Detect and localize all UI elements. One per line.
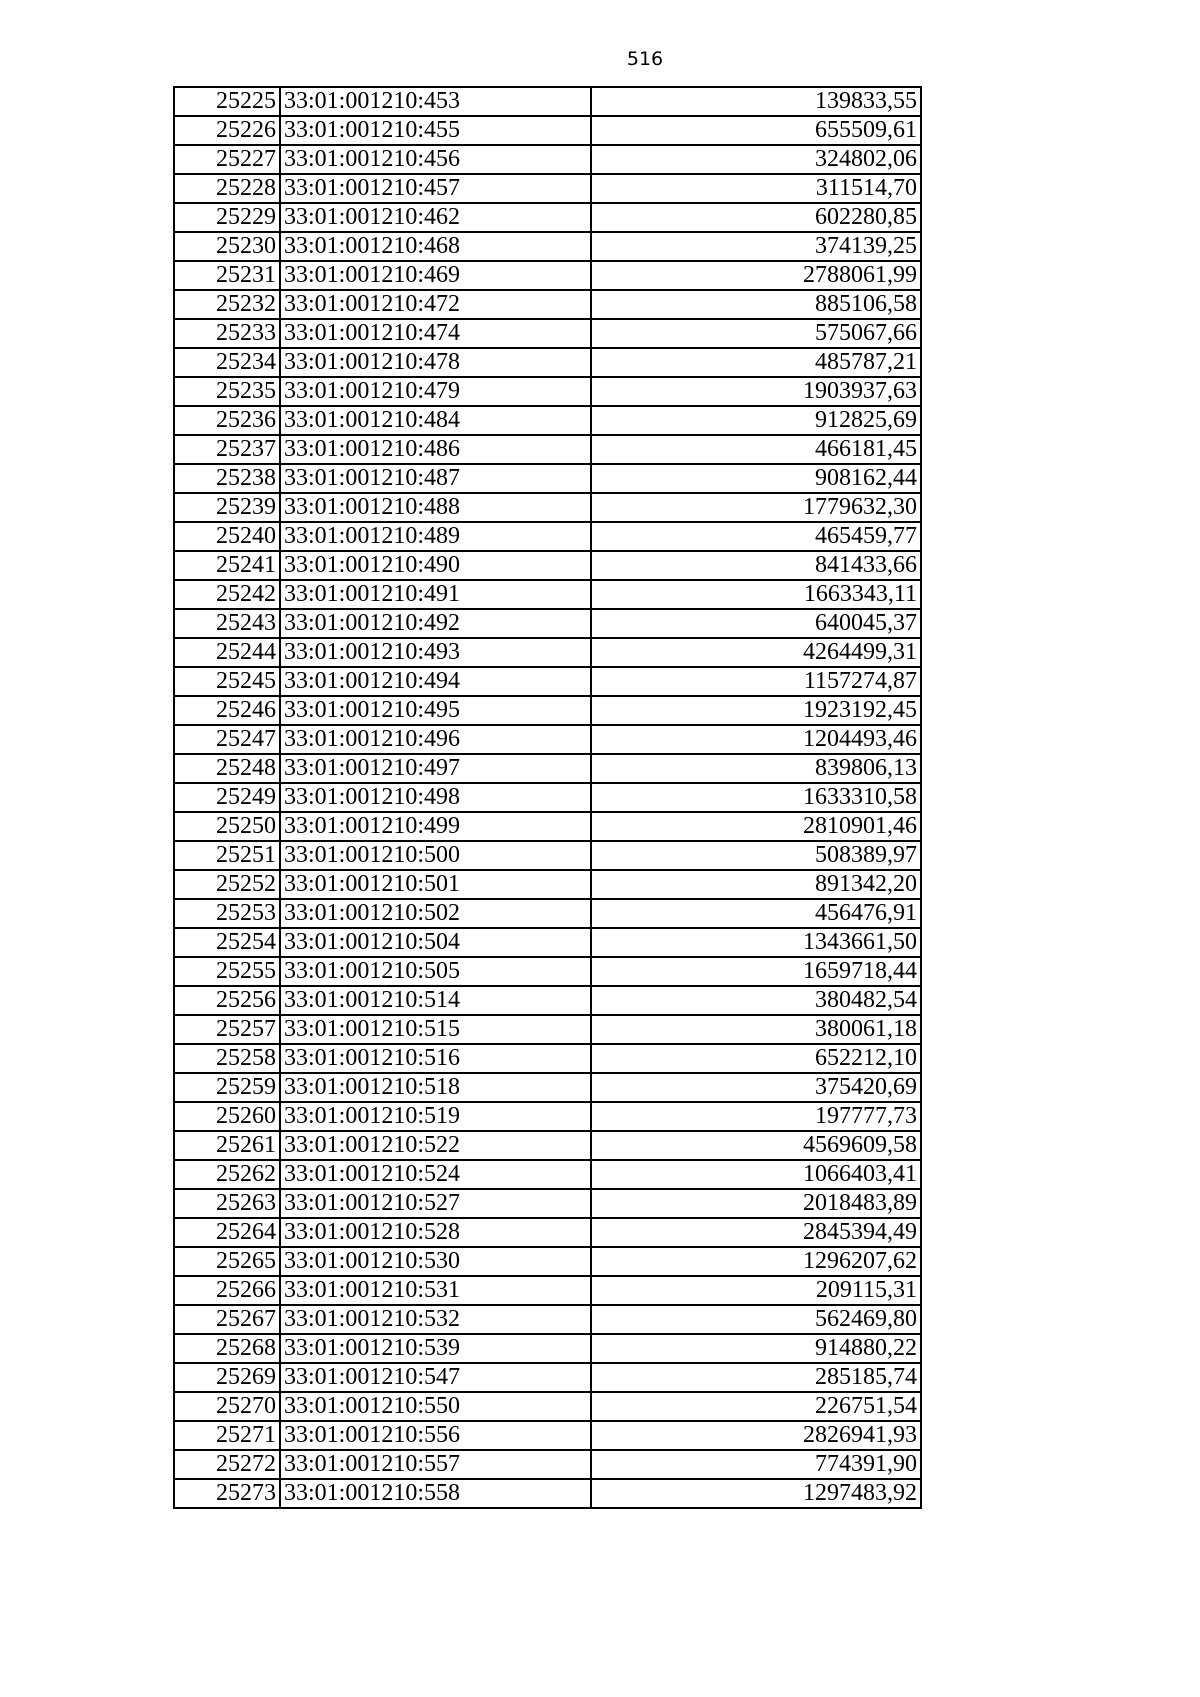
table-row bbox=[174, 435, 921, 464]
cadastral-number-cell: 33:01:001210:488 bbox=[280, 493, 591, 522]
cadastral-number-cell: 33:01:001210:500 bbox=[280, 841, 591, 870]
cadastral-number-cell: 33:01:001210:469 bbox=[280, 261, 591, 290]
table-row bbox=[174, 957, 921, 986]
cadastral-value-cell: 1903937,63 bbox=[591, 377, 921, 406]
cadastral-number-cell: 33:01:001210:491 bbox=[280, 580, 591, 609]
table-row bbox=[174, 116, 921, 145]
cadastral-value-cell: 1066403,41 bbox=[591, 1160, 921, 1189]
cadastral-number-cell: 33:01:001210:468 bbox=[280, 232, 591, 261]
cadastral-value-cell: 1663343,11 bbox=[591, 580, 921, 609]
cadastral-value-cell: 602280,85 bbox=[591, 203, 921, 232]
row-number-cell: 25231 bbox=[174, 261, 280, 290]
cadastral-value-cell: 311514,70 bbox=[591, 174, 921, 203]
cadastral-number-cell: 33:01:001210:516 bbox=[280, 1044, 591, 1073]
table-row bbox=[174, 1160, 921, 1189]
cadastral-value-cell: 2788061,99 bbox=[591, 261, 921, 290]
table-row bbox=[174, 1189, 921, 1218]
cadastral-number-cell: 33:01:001210:518 bbox=[280, 1073, 591, 1102]
row-number-cell: 25248 bbox=[174, 754, 280, 783]
row-number-cell: 25227 bbox=[174, 145, 280, 174]
row-number-cell: 25273 bbox=[174, 1479, 280, 1508]
cadastral-number-cell: 33:01:001210:492 bbox=[280, 609, 591, 638]
row-number-cell: 25247 bbox=[174, 725, 280, 754]
table-row bbox=[174, 1015, 921, 1044]
table-row bbox=[174, 899, 921, 928]
cadastral-number-cell: 33:01:001210:499 bbox=[280, 812, 591, 841]
table-row bbox=[174, 1334, 921, 1363]
row-number-cell: 25226 bbox=[174, 116, 280, 145]
table-row bbox=[174, 1044, 921, 1073]
cadastral-number-cell: 33:01:001210:505 bbox=[280, 957, 591, 986]
row-number-cell: 25251 bbox=[174, 841, 280, 870]
row-number-cell: 25270 bbox=[174, 1392, 280, 1421]
table-row bbox=[174, 522, 921, 551]
cadastral-number-cell: 33:01:001210:497 bbox=[280, 754, 591, 783]
cadastral-value-cell: 1343661,50 bbox=[591, 928, 921, 957]
table-row bbox=[174, 348, 921, 377]
cadastral-number-cell: 33:01:001210:495 bbox=[280, 696, 591, 725]
cadastral-value-cell: 652212,10 bbox=[591, 1044, 921, 1073]
cadastral-value-cell: 508389,97 bbox=[591, 841, 921, 870]
table-row bbox=[174, 1102, 921, 1131]
table-row bbox=[174, 1131, 921, 1160]
row-number-cell: 25238 bbox=[174, 464, 280, 493]
row-number-cell: 25232 bbox=[174, 290, 280, 319]
cadastral-value-cell: 226751,54 bbox=[591, 1392, 921, 1421]
table-row bbox=[174, 725, 921, 754]
cadastral-number-cell: 33:01:001210:478 bbox=[280, 348, 591, 377]
row-number-cell: 25225 bbox=[174, 87, 280, 116]
row-number-cell: 25237 bbox=[174, 435, 280, 464]
cadastral-number-cell: 33:01:001210:462 bbox=[280, 203, 591, 232]
cadastral-value-cell: 1779632,30 bbox=[591, 493, 921, 522]
cadastral-number-cell: 33:01:001210:493 bbox=[280, 638, 591, 667]
table-row bbox=[174, 1276, 921, 1305]
row-number-cell: 25264 bbox=[174, 1218, 280, 1247]
table-row bbox=[174, 1305, 921, 1334]
cadastral-number-cell: 33:01:001210:456 bbox=[280, 145, 591, 174]
cadastral-value-cell: 374139,25 bbox=[591, 232, 921, 261]
row-number-cell: 25271 bbox=[174, 1421, 280, 1450]
cadastral-number-cell: 33:01:001210:498 bbox=[280, 783, 591, 812]
cadastral-value-cell: 1659718,44 bbox=[591, 957, 921, 986]
cadastral-value-cell: 2845394,49 bbox=[591, 1218, 921, 1247]
row-number-cell: 25245 bbox=[174, 667, 280, 696]
cadastral-number-cell: 33:01:001210:527 bbox=[280, 1189, 591, 1218]
row-number-cell: 25263 bbox=[174, 1189, 280, 1218]
table-body bbox=[174, 87, 921, 1508]
cadastral-value-cell: 774391,90 bbox=[591, 1450, 921, 1479]
cadastral-value-table bbox=[173, 86, 922, 1509]
table-row bbox=[174, 754, 921, 783]
cadastral-value-cell: 575067,66 bbox=[591, 319, 921, 348]
row-number-cell: 25228 bbox=[174, 174, 280, 203]
table-row bbox=[174, 377, 921, 406]
row-number-cell: 25252 bbox=[174, 870, 280, 899]
row-number-cell: 25235 bbox=[174, 377, 280, 406]
table-row bbox=[174, 145, 921, 174]
cadastral-number-cell: 33:01:001210:547 bbox=[280, 1363, 591, 1392]
table-row bbox=[174, 1479, 921, 1508]
table-row bbox=[174, 1073, 921, 1102]
row-number-cell: 25230 bbox=[174, 232, 280, 261]
cadastral-number-cell: 33:01:001210:494 bbox=[280, 667, 591, 696]
cadastral-number-cell: 33:01:001210:539 bbox=[280, 1334, 591, 1363]
cadastral-value-cell: 891342,20 bbox=[591, 870, 921, 899]
cadastral-value-cell: 4264499,31 bbox=[591, 638, 921, 667]
row-number-cell: 25255 bbox=[174, 957, 280, 986]
cadastral-value-cell: 562469,80 bbox=[591, 1305, 921, 1334]
row-number-cell: 25244 bbox=[174, 638, 280, 667]
cadastral-value-cell: 839806,13 bbox=[591, 754, 921, 783]
cadastral-number-cell: 33:01:001210:522 bbox=[280, 1131, 591, 1160]
row-number-cell: 25241 bbox=[174, 551, 280, 580]
cadastral-number-cell: 33:01:001210:530 bbox=[280, 1247, 591, 1276]
cadastral-number-cell: 33:01:001210:457 bbox=[280, 174, 591, 203]
row-number-cell: 25233 bbox=[174, 319, 280, 348]
cadastral-number-cell: 33:01:001210:532 bbox=[280, 1305, 591, 1334]
cadastral-value-cell: 285185,74 bbox=[591, 1363, 921, 1392]
row-number-cell: 25262 bbox=[174, 1160, 280, 1189]
row-number-cell: 25249 bbox=[174, 783, 280, 812]
cadastral-value-cell: 2018483,89 bbox=[591, 1189, 921, 1218]
cadastral-number-cell: 33:01:001210:557 bbox=[280, 1450, 591, 1479]
page-number: 516 bbox=[626, 48, 664, 70]
cadastral-number-cell: 33:01:001210:486 bbox=[280, 435, 591, 464]
cadastral-value-cell: 4569609,58 bbox=[591, 1131, 921, 1160]
cadastral-value-cell: 1923192,45 bbox=[591, 696, 921, 725]
cadastral-value-cell: 841433,66 bbox=[591, 551, 921, 580]
table-row bbox=[174, 1421, 921, 1450]
cadastral-value-cell: 908162,44 bbox=[591, 464, 921, 493]
cadastral-number-cell: 33:01:001210:519 bbox=[280, 1102, 591, 1131]
cadastral-value-cell: 1296207,62 bbox=[591, 1247, 921, 1276]
cadastral-value-cell: 1633310,58 bbox=[591, 783, 921, 812]
table-row bbox=[174, 551, 921, 580]
row-number-cell: 25257 bbox=[174, 1015, 280, 1044]
table-row bbox=[174, 696, 921, 725]
cadastral-value-cell: 2826941,93 bbox=[591, 1421, 921, 1450]
cadastral-number-cell: 33:01:001210:490 bbox=[280, 551, 591, 580]
cadastral-value-cell: 2810901,46 bbox=[591, 812, 921, 841]
table-row bbox=[174, 638, 921, 667]
table-row bbox=[174, 986, 921, 1015]
cadastral-number-cell: 33:01:001210:474 bbox=[280, 319, 591, 348]
table-row bbox=[174, 928, 921, 957]
table-row bbox=[174, 1218, 921, 1247]
cadastral-number-cell: 33:01:001210:504 bbox=[280, 928, 591, 957]
row-number-cell: 25239 bbox=[174, 493, 280, 522]
table-row bbox=[174, 1363, 921, 1392]
cadastral-number-cell: 33:01:001210:479 bbox=[280, 377, 591, 406]
cadastral-value-cell: 1297483,92 bbox=[591, 1479, 921, 1508]
cadastral-value-cell: 655509,61 bbox=[591, 116, 921, 145]
cadastral-value-cell: 914880,22 bbox=[591, 1334, 921, 1363]
cadastral-number-cell: 33:01:001210:550 bbox=[280, 1392, 591, 1421]
cadastral-number-cell: 33:01:001210:558 bbox=[280, 1479, 591, 1508]
cadastral-value-cell: 1157274,87 bbox=[591, 667, 921, 696]
cadastral-number-cell: 33:01:001210:496 bbox=[280, 725, 591, 754]
cadastral-value-cell: 912825,69 bbox=[591, 406, 921, 435]
cadastral-value-cell: 466181,45 bbox=[591, 435, 921, 464]
cadastral-value-cell: 324802,06 bbox=[591, 145, 921, 174]
table-row bbox=[174, 580, 921, 609]
row-number-cell: 25253 bbox=[174, 899, 280, 928]
row-number-cell: 25256 bbox=[174, 986, 280, 1015]
cadastral-value-cell: 885106,58 bbox=[591, 290, 921, 319]
cadastral-number-cell: 33:01:001210:501 bbox=[280, 870, 591, 899]
row-number-cell: 25240 bbox=[174, 522, 280, 551]
cadastral-number-cell: 33:01:001210:528 bbox=[280, 1218, 591, 1247]
cadastral-value-cell: 456476,91 bbox=[591, 899, 921, 928]
row-number-cell: 25234 bbox=[174, 348, 280, 377]
cadastral-value-cell: 380061,18 bbox=[591, 1015, 921, 1044]
row-number-cell: 25268 bbox=[174, 1334, 280, 1363]
cadastral-value-cell: 209115,31 bbox=[591, 1276, 921, 1305]
table-row bbox=[174, 783, 921, 812]
table-row bbox=[174, 1247, 921, 1276]
table-row bbox=[174, 464, 921, 493]
table-row bbox=[174, 87, 921, 116]
cadastral-value-cell: 197777,73 bbox=[591, 1102, 921, 1131]
cadastral-number-cell: 33:01:001210:531 bbox=[280, 1276, 591, 1305]
row-number-cell: 25250 bbox=[174, 812, 280, 841]
table-row bbox=[174, 290, 921, 319]
cadastral-value-cell: 375420,69 bbox=[591, 1073, 921, 1102]
row-number-cell: 25254 bbox=[174, 928, 280, 957]
table-row bbox=[174, 203, 921, 232]
table-row bbox=[174, 667, 921, 696]
cadastral-value-cell: 139833,55 bbox=[591, 87, 921, 116]
row-number-cell: 25267 bbox=[174, 1305, 280, 1334]
row-number-cell: 25269 bbox=[174, 1363, 280, 1392]
cadastral-number-cell: 33:01:001210:489 bbox=[280, 522, 591, 551]
row-number-cell: 25259 bbox=[174, 1073, 280, 1102]
cadastral-number-cell: 33:01:001210:455 bbox=[280, 116, 591, 145]
row-number-cell: 25229 bbox=[174, 203, 280, 232]
row-number-cell: 25246 bbox=[174, 696, 280, 725]
cadastral-number-cell: 33:01:001210:472 bbox=[280, 290, 591, 319]
cadastral-number-cell: 33:01:001210:502 bbox=[280, 899, 591, 928]
cadastral-number-cell: 33:01:001210:524 bbox=[280, 1160, 591, 1189]
row-number-cell: 25272 bbox=[174, 1450, 280, 1479]
row-number-cell: 25266 bbox=[174, 1276, 280, 1305]
table-row bbox=[174, 812, 921, 841]
table-row bbox=[174, 319, 921, 348]
row-number-cell: 25243 bbox=[174, 609, 280, 638]
row-number-cell: 25242 bbox=[174, 580, 280, 609]
cadastral-number-cell: 33:01:001210:487 bbox=[280, 464, 591, 493]
cadastral-value-cell: 1204493,46 bbox=[591, 725, 921, 754]
cadastral-number-cell: 33:01:001210:453 bbox=[280, 87, 591, 116]
table-row bbox=[174, 261, 921, 290]
row-number-cell: 25260 bbox=[174, 1102, 280, 1131]
table-row bbox=[174, 1392, 921, 1421]
table-row bbox=[174, 1450, 921, 1479]
table-row bbox=[174, 841, 921, 870]
cadastral-value-cell: 485787,21 bbox=[591, 348, 921, 377]
cadastral-value-cell: 640045,37 bbox=[591, 609, 921, 638]
row-number-cell: 25236 bbox=[174, 406, 280, 435]
cadastral-number-cell: 33:01:001210:556 bbox=[280, 1421, 591, 1450]
cadastral-value-cell: 465459,77 bbox=[591, 522, 921, 551]
table-row bbox=[174, 493, 921, 522]
row-number-cell: 25258 bbox=[174, 1044, 280, 1073]
cadastral-number-cell: 33:01:001210:514 bbox=[280, 986, 591, 1015]
cadastral-value-cell: 380482,54 bbox=[591, 986, 921, 1015]
row-number-cell: 25265 bbox=[174, 1247, 280, 1276]
table-row bbox=[174, 232, 921, 261]
table-row bbox=[174, 174, 921, 203]
cadastral-number-cell: 33:01:001210:515 bbox=[280, 1015, 591, 1044]
table-row bbox=[174, 870, 921, 899]
row-number-cell: 25261 bbox=[174, 1131, 280, 1160]
table-row bbox=[174, 609, 921, 638]
cadastral-number-cell: 33:01:001210:484 bbox=[280, 406, 591, 435]
table-row bbox=[174, 406, 921, 435]
